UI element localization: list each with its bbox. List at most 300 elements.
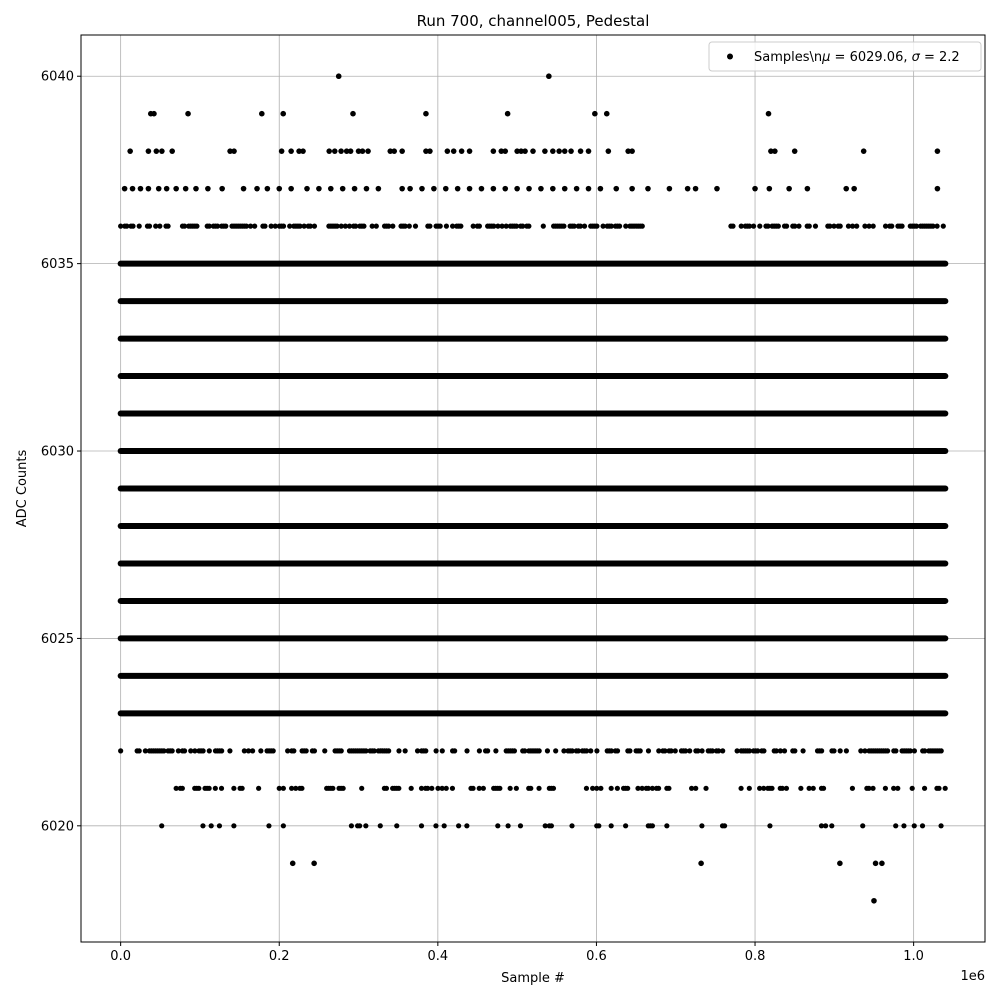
sample-point: [792, 748, 797, 753]
sample-point: [837, 860, 843, 866]
sample-point: [299, 786, 304, 791]
sample-point: [584, 786, 589, 791]
sample-point: [502, 148, 508, 154]
sample-point: [130, 186, 136, 192]
sample-point: [638, 748, 643, 753]
sample-point: [786, 186, 792, 192]
sample-point: [807, 224, 812, 229]
sample-point: [640, 224, 645, 229]
sample-point: [399, 186, 405, 192]
sample-point: [550, 186, 556, 192]
sample-point: [843, 186, 849, 192]
sample-point: [250, 748, 255, 753]
y-tick-label: 6020: [40, 819, 74, 835]
sample-point: [258, 748, 263, 753]
sample-point: [231, 823, 236, 828]
sample-point: [730, 224, 735, 229]
sample-point: [164, 186, 170, 192]
sample-point: [419, 186, 425, 192]
sample-point: [823, 823, 828, 828]
sample-point: [440, 748, 445, 753]
sample-point: [364, 186, 370, 192]
sample-point: [458, 224, 463, 229]
sample-point: [438, 224, 443, 229]
sample-point: [609, 823, 614, 828]
sample-point: [213, 786, 218, 791]
sample-point: [844, 748, 849, 753]
sample-point: [359, 786, 364, 791]
sample-point: [419, 823, 424, 828]
sample-point: [312, 224, 317, 229]
sample-point: [821, 786, 826, 791]
sample-point: [938, 823, 943, 828]
sample-point: [561, 224, 566, 229]
sample-point: [629, 186, 635, 192]
sample-point: [363, 823, 368, 828]
sample-point: [130, 224, 135, 229]
sample-point: [656, 786, 661, 791]
sample-point: [549, 823, 554, 828]
sample-point: [562, 186, 568, 192]
sample-point: [456, 823, 461, 828]
sample-point: [871, 224, 876, 229]
sample-point: [156, 186, 162, 192]
sample-point: [231, 148, 237, 154]
sample-point: [493, 748, 498, 753]
sample-point: [481, 786, 486, 791]
sample-point: [598, 186, 604, 192]
sample-point: [912, 748, 917, 753]
sample-point: [772, 148, 778, 154]
y-tick-label: 6035: [40, 257, 74, 273]
sample-point: [910, 786, 915, 791]
x-tick-label: 0.8: [744, 949, 766, 964]
sample-point: [766, 111, 772, 117]
sample-point: [196, 786, 201, 791]
sample-point: [455, 186, 461, 192]
sample-point: [127, 148, 133, 154]
sample-point: [147, 224, 152, 229]
sample-point: [431, 186, 437, 192]
sample-point: [699, 823, 704, 828]
sample-point: [625, 786, 630, 791]
sample-point: [615, 748, 620, 753]
sample-point: [330, 786, 335, 791]
legend-entry: Samples\nμ = 6029.06, σ = 2.2: [754, 50, 960, 65]
sample-point: [464, 748, 469, 753]
sample-point: [889, 224, 894, 229]
sample-point: [617, 224, 622, 229]
sample-point: [629, 148, 635, 154]
sample-point: [374, 224, 379, 229]
sample-point: [241, 186, 247, 192]
x-tick-label: 1.0: [903, 949, 924, 964]
sample-point: [391, 148, 397, 154]
sample-point: [396, 786, 401, 791]
sample-point: [399, 148, 405, 154]
sample-point: [767, 823, 772, 828]
sample-point: [173, 186, 179, 192]
sample-point: [508, 786, 513, 791]
sample-point: [851, 186, 857, 192]
sample-point: [805, 186, 811, 192]
sample-point: [491, 148, 497, 154]
sample-point: [429, 786, 434, 791]
sample-point: [205, 186, 211, 192]
sample-point: [339, 748, 344, 753]
x-axis-label: Sample #: [501, 971, 565, 986]
sample-point: [935, 224, 940, 229]
sample-point: [879, 860, 885, 866]
sample-point: [838, 224, 843, 229]
sample-point: [281, 823, 286, 828]
sample-point: [209, 823, 214, 828]
sample-point: [151, 111, 157, 117]
sample-point: [442, 823, 447, 828]
sample-point: [722, 823, 727, 828]
sample-point: [514, 186, 520, 192]
sample-point: [312, 748, 317, 753]
sample-point: [537, 748, 542, 753]
sample-point: [271, 748, 276, 753]
sample-point: [939, 748, 944, 753]
sample-point: [588, 748, 593, 753]
sample-point: [193, 186, 199, 192]
sample-point: [467, 148, 473, 154]
sample-point: [594, 748, 599, 753]
sample-point: [182, 748, 187, 753]
sample-point: [326, 148, 332, 154]
sample-point: [922, 786, 927, 791]
sample-point: [943, 786, 948, 791]
sample-point: [240, 786, 245, 791]
sample-point: [506, 823, 511, 828]
sample-point: [550, 148, 556, 154]
sample-point: [854, 224, 859, 229]
sample-point: [757, 224, 762, 229]
sample-point: [936, 786, 941, 791]
sample-point: [870, 786, 875, 791]
sample-point: [850, 786, 855, 791]
sample-point: [751, 224, 756, 229]
sample-point: [154, 148, 160, 154]
sample-point: [685, 186, 691, 192]
sample-point: [266, 823, 271, 828]
sample-point: [538, 186, 544, 192]
sample-point: [183, 186, 189, 192]
sample-point: [467, 186, 473, 192]
sample-point: [650, 823, 655, 828]
sample-point: [920, 823, 925, 828]
legend: [709, 42, 981, 71]
x-tick-label: 0.6: [586, 949, 607, 964]
sample-point: [767, 186, 773, 192]
sample-point: [407, 224, 412, 229]
sample-point: [357, 823, 362, 828]
sample-point: [871, 898, 877, 904]
sample-point: [645, 186, 651, 192]
sample-point: [444, 786, 449, 791]
sample-point: [304, 186, 310, 192]
sample-point: [613, 186, 619, 192]
sample-point: [761, 748, 766, 753]
sample-point: [485, 748, 490, 753]
sample-point: [627, 748, 632, 753]
sample-point: [341, 786, 346, 791]
sample-point: [798, 786, 803, 791]
sample-point: [433, 823, 438, 828]
sample-point: [606, 148, 612, 154]
sample-point: [769, 786, 774, 791]
x-tick-label: 0.2: [268, 949, 290, 964]
sample-point: [443, 186, 449, 192]
sample-point: [752, 186, 758, 192]
sample-point: [219, 186, 225, 192]
sample-point: [118, 748, 123, 753]
sample-point: [223, 224, 228, 229]
sample-point: [464, 823, 469, 828]
sample-point: [194, 224, 199, 229]
legend-marker: [727, 54, 733, 60]
sample-point: [470, 786, 475, 791]
sample-point: [201, 748, 206, 753]
sample-point: [288, 148, 294, 154]
sample-point: [667, 186, 673, 192]
sample-point: [252, 224, 257, 229]
sample-point: [505, 111, 511, 117]
sample-point: [219, 748, 224, 753]
sample-point: [912, 823, 917, 828]
sample-point: [592, 111, 598, 117]
sample-point: [281, 786, 286, 791]
sample-point: [146, 148, 152, 154]
sample-point: [578, 148, 584, 154]
sample-point: [935, 148, 941, 154]
sample-point: [407, 186, 413, 192]
sample-point: [352, 186, 358, 192]
sample-point: [477, 224, 482, 229]
sample-point: [304, 748, 309, 753]
sample-point: [495, 823, 500, 828]
sample-point: [526, 224, 531, 229]
sample-point: [698, 860, 704, 866]
sample-point: [811, 786, 816, 791]
sample-point: [365, 148, 371, 154]
sample-point: [893, 748, 898, 753]
sample-point: [586, 186, 592, 192]
sample-point: [666, 786, 671, 791]
sample-point: [427, 224, 432, 229]
sample-point: [396, 748, 401, 753]
sample-point: [444, 224, 449, 229]
sample-point: [146, 186, 152, 192]
sample-point: [536, 786, 541, 791]
sample-point: [390, 224, 395, 229]
sample-point: [551, 786, 556, 791]
sample-point: [170, 748, 175, 753]
sample-point: [349, 823, 354, 828]
sample-point: [546, 73, 552, 79]
sample-point: [776, 224, 781, 229]
sample-point: [623, 823, 628, 828]
sample-point: [137, 224, 142, 229]
sample-point: [169, 148, 175, 154]
sample-point: [893, 823, 898, 828]
sample-point: [522, 148, 528, 154]
sample-point: [664, 823, 669, 828]
sample-point: [784, 786, 789, 791]
sample-point: [361, 224, 366, 229]
sample-point: [831, 748, 836, 753]
sample-point: [122, 186, 128, 192]
sample-point: [738, 786, 743, 791]
sample-point: [528, 786, 533, 791]
sample-point: [328, 186, 334, 192]
sample-point: [901, 823, 906, 828]
sample-point: [219, 786, 224, 791]
sample-point: [300, 148, 306, 154]
sample-point: [556, 148, 562, 154]
x-axis-offset-label: 1e6: [960, 969, 985, 984]
sample-point: [256, 786, 261, 791]
sample-point: [518, 823, 523, 828]
sample-point: [279, 148, 285, 154]
sample-point: [569, 823, 574, 828]
sample-point: [138, 186, 144, 192]
sample-point: [376, 186, 382, 192]
sample-point: [860, 823, 865, 828]
sample-point: [290, 860, 296, 866]
sample-point: [883, 786, 888, 791]
sample-point: [553, 748, 558, 753]
sample-point: [265, 186, 271, 192]
sample-point: [445, 148, 451, 154]
sample-point: [276, 186, 282, 192]
sample-point: [747, 786, 752, 791]
sample-point: [207, 748, 212, 753]
y-tick-label: 6025: [40, 631, 74, 647]
sample-point: [340, 186, 346, 192]
sample-point: [207, 786, 212, 791]
sample-point: [350, 111, 356, 117]
sample-point: [159, 823, 164, 828]
sample-point: [542, 148, 548, 154]
sample-point: [714, 186, 720, 192]
sample-point: [703, 786, 708, 791]
sample-point: [693, 186, 699, 192]
sample-point: [895, 786, 900, 791]
sample-point: [450, 786, 455, 791]
y-axis-label: ADC Counts: [15, 449, 30, 528]
sample-point: [336, 73, 342, 79]
sample-point: [291, 748, 296, 753]
sample-point: [813, 224, 818, 229]
sample-point: [568, 148, 574, 154]
sample-point: [873, 860, 879, 866]
sample-point: [338, 148, 344, 154]
sample-point: [598, 786, 603, 791]
sample-point: [288, 186, 294, 192]
sample-point: [512, 748, 517, 753]
sample-point: [615, 786, 620, 791]
sample-point: [311, 860, 317, 866]
sample-point: [792, 148, 798, 154]
sample-point: [348, 148, 354, 154]
sample-point: [796, 224, 801, 229]
y-tick-label: 6040: [40, 69, 74, 85]
sample-point: [452, 748, 457, 753]
sample-point: [800, 748, 805, 753]
sample-point: [280, 111, 286, 117]
sample-point: [526, 186, 532, 192]
sample-point: [491, 186, 497, 192]
sample-point: [479, 186, 485, 192]
sample-point: [673, 748, 678, 753]
sample-point: [200, 823, 205, 828]
sample-point: [384, 786, 389, 791]
sample-point: [180, 786, 185, 791]
y-tick-label: 6030: [40, 444, 74, 460]
sample-point: [322, 748, 327, 753]
sample-point: [782, 748, 787, 753]
sample-point: [316, 186, 322, 192]
sample-point: [574, 186, 580, 192]
sample-point: [861, 148, 867, 154]
sample-point: [403, 748, 408, 753]
sample-point: [545, 748, 550, 753]
sample-point: [582, 224, 587, 229]
sample-point: [514, 786, 519, 791]
sample-point: [596, 823, 601, 828]
sample-point: [609, 786, 614, 791]
sample-point: [646, 748, 651, 753]
sample-point: [784, 224, 789, 229]
sample-point: [378, 823, 383, 828]
sample-point: [137, 748, 142, 753]
sample-point: [562, 148, 568, 154]
chart-title: Run 700, channel005, Pedestal: [416, 12, 650, 30]
sample-point: [409, 786, 414, 791]
sample-point: [497, 786, 502, 791]
sample-point: [217, 823, 222, 828]
sample-point: [423, 748, 428, 753]
sample-point: [838, 748, 843, 753]
sample-point: [885, 748, 890, 753]
sample-point: [699, 748, 704, 753]
sample-point: [530, 148, 536, 154]
sample-point: [227, 748, 232, 753]
sample-point: [254, 186, 260, 192]
sample-point: [185, 111, 191, 117]
sample-point: [477, 748, 482, 753]
sample-point: [360, 148, 366, 154]
sample-point: [693, 786, 698, 791]
sample-point: [687, 748, 692, 753]
sample-point: [829, 823, 834, 828]
sample-point: [433, 748, 438, 753]
sample-point: [594, 224, 599, 229]
sample-point: [819, 748, 824, 753]
sample-point: [413, 224, 418, 229]
sample-point: [281, 224, 286, 229]
sample-point: [941, 224, 946, 229]
sample-point: [459, 148, 465, 154]
x-tick-label: 0.0: [110, 949, 131, 964]
sample-point: [259, 111, 265, 117]
sample-point: [604, 111, 610, 117]
sample-point: [165, 224, 170, 229]
sample-point: [935, 186, 941, 192]
